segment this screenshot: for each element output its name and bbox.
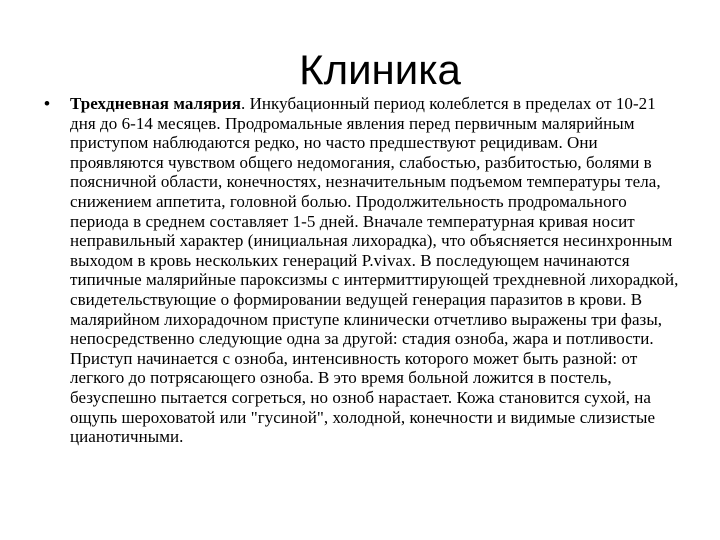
- bullet-item: [44, 94, 684, 447]
- bullet-text: [70, 94, 684, 447]
- slide-title: Клиника: [299, 46, 461, 93]
- bullet-icon: •: [44, 94, 50, 113]
- lead-term: Трехдневная малярия: [70, 94, 241, 113]
- body-text: . Инкубационный период колеблется в пределах от 10-21 дня до 6-14 месяцев. Продромальные явления перед первичным малярийным приступом наблюдаются редко, но часто предшествуют рецидивам. Они проявляются чувством общего недомогания, слабостью, разбитостью, болями в поясничной области, конечностях, незначительным подъемом температуры тела, снижением аппетита, головной болью. Продолжительность продромального периода в среднем составляет 1-5 дней. Вначале температурная кривая носит неправильный характер (инициальная лихорадка), что объясняется несинхронным выходом в кровь нескольких генераций P.vivax. В последующем начинаются типичные малярийные пароксизмы с интермиттирующей трехдневной лихорадкой, свидетельствующие о формировании ведущей генерация паразитов в крови. В малярийном лихорадочном приступе клинически отчетливо выражены три фазы, непосредственно следующие одна за другой: стадия озноба, жара и потливости. Приступ начинается с озноба, интенсивность которого может быть разной: от легкого до потрясающего озноба. В это время больной ложится в постель, безуспешно пытается согреться, но озноб нарастает. Кожа становится сухой, на ощупь шероховатой или "гусиной", холодной, конечности и видимые слизистые цианотичными.: [70, 94, 679, 447]
